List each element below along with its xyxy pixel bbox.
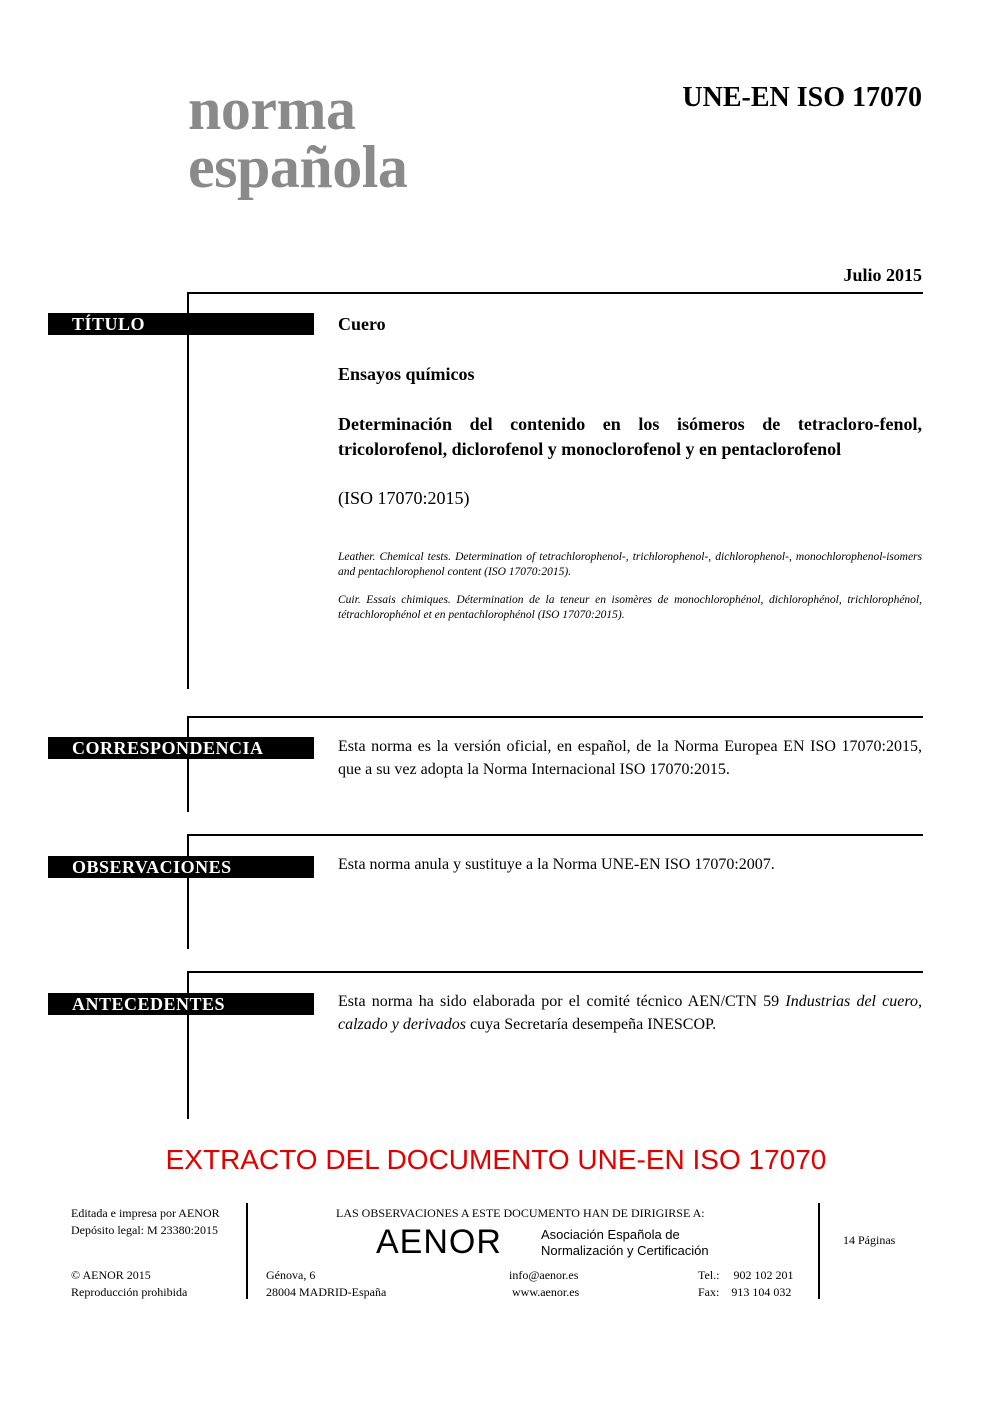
label-observaciones: OBSERVACIONES xyxy=(48,856,314,878)
title-line-1: Cuero xyxy=(338,314,386,334)
tel-number: 902 102 201 xyxy=(733,1268,794,1282)
correspondencia-text: Esta norma es la versión oficial, en español, de la Norma Europea EN ISO 17070:2015, que a su vez adopta la Norma Internacional ISO 17070:2015. xyxy=(338,738,922,778)
footer-reproduction: Reproducción prohibida xyxy=(71,1285,188,1299)
english-title: Leather. Chemical tests. Determination of tetrachlorophenol-, trichlorophenol-, dichlorophenol-, monochlorophenol-isomers and pentachlorophenol content (ISO 17070:2015). xyxy=(338,551,922,578)
label-antecedentes: ANTECEDENTES xyxy=(48,993,314,1015)
brand-line-1: norma xyxy=(188,76,356,142)
footer-publisher xyxy=(71,1205,220,1239)
titulo-content xyxy=(338,312,922,623)
aenor-logo: AENOR xyxy=(376,1223,502,1261)
section-divider-titulo xyxy=(188,292,923,294)
observaciones-text: Esta norma anula y sustituye a la Norma UNE-EN ISO 17070:2007. xyxy=(338,856,775,873)
footer-address xyxy=(266,1267,386,1301)
french-title: Cuir. Essais chimiques. Détermination de la teneur en isomères de monochlorophénol, dichlorophénol, trichlorophénol, tétrachlorophénol et en pentachlorophénol (ISO 17070:2015). xyxy=(338,594,922,621)
antecedentes-text xyxy=(338,990,922,1036)
section-divider-correspondencia xyxy=(188,716,923,718)
norma-espanola-heading xyxy=(188,76,408,200)
publication-date: Julio 2015 xyxy=(843,265,922,285)
page-count: 14 Páginas xyxy=(843,1233,896,1247)
footer-divider-right xyxy=(818,1203,820,1299)
label-titulo: TÍTULO xyxy=(48,313,314,335)
association-line-1: Asociación Española de xyxy=(541,1227,680,1242)
antecedentes-text-a: Esta norma ha sido elaborada por el comité técnico AEN/CTN 59 xyxy=(338,993,786,1010)
section-rule-titulo xyxy=(187,292,189,689)
address-city: 28004 MADRID-España xyxy=(266,1285,387,1299)
association-line-2: Normalización y Certificación xyxy=(541,1243,709,1258)
tel-label: Tel.: xyxy=(698,1268,720,1282)
observations-heading: LAS OBSERVACIONES A ESTE DOCUMENTO HAN DE DIRIGIRSE A: xyxy=(336,1206,705,1220)
title-line-2: Ensayos químicos xyxy=(338,364,475,384)
section-divider-antecedentes xyxy=(188,971,923,973)
antecedentes-committee: Industrias del cuero, calzado y derivados xyxy=(338,993,923,1033)
footer-rights xyxy=(71,1267,187,1301)
footer-contact xyxy=(509,1267,579,1301)
brand-line-2: española xyxy=(188,134,408,200)
web-link[interactable]: www.aenor.es xyxy=(512,1285,580,1299)
section-divider-observaciones xyxy=(188,834,923,836)
footer-divider-left xyxy=(246,1203,248,1299)
iso-reference: (ISO 17070:2015) xyxy=(338,488,470,508)
section-rule-observaciones xyxy=(187,834,189,949)
title-line-3: Determinación del contenido en los isómeros de tetracloro-fenol, tricolorofenol, diclorofenol y monoclorofenol y en pentaclorofenol xyxy=(338,414,922,459)
email-link[interactable]: info@aenor.es xyxy=(509,1268,579,1282)
fax-number: 913 104 032 xyxy=(731,1285,792,1299)
antecedentes-text-b: cuya Secretaría desempeña INESCOP. xyxy=(465,1016,717,1033)
extract-notice: EXTRACTO DEL DOCUMENTO UNE-EN ISO 17070 xyxy=(165,1144,827,1175)
fax-label: Fax: xyxy=(698,1285,720,1299)
footer-phone xyxy=(698,1267,794,1301)
footer-deposit: Depósito legal: M 23380:2015 xyxy=(71,1223,218,1237)
label-correspondencia: CORRESPONDENCIA xyxy=(48,737,314,759)
footer-edited: Editada e impresa por AENOR xyxy=(71,1206,220,1220)
address-street: Génova, 6 xyxy=(266,1268,316,1282)
aenor-association xyxy=(541,1227,709,1259)
footer-copyright: © AENOR 2015 xyxy=(71,1268,151,1282)
section-rule-correspondencia xyxy=(187,716,189,812)
standard-code: UNE-EN ISO 17070 xyxy=(682,82,922,113)
